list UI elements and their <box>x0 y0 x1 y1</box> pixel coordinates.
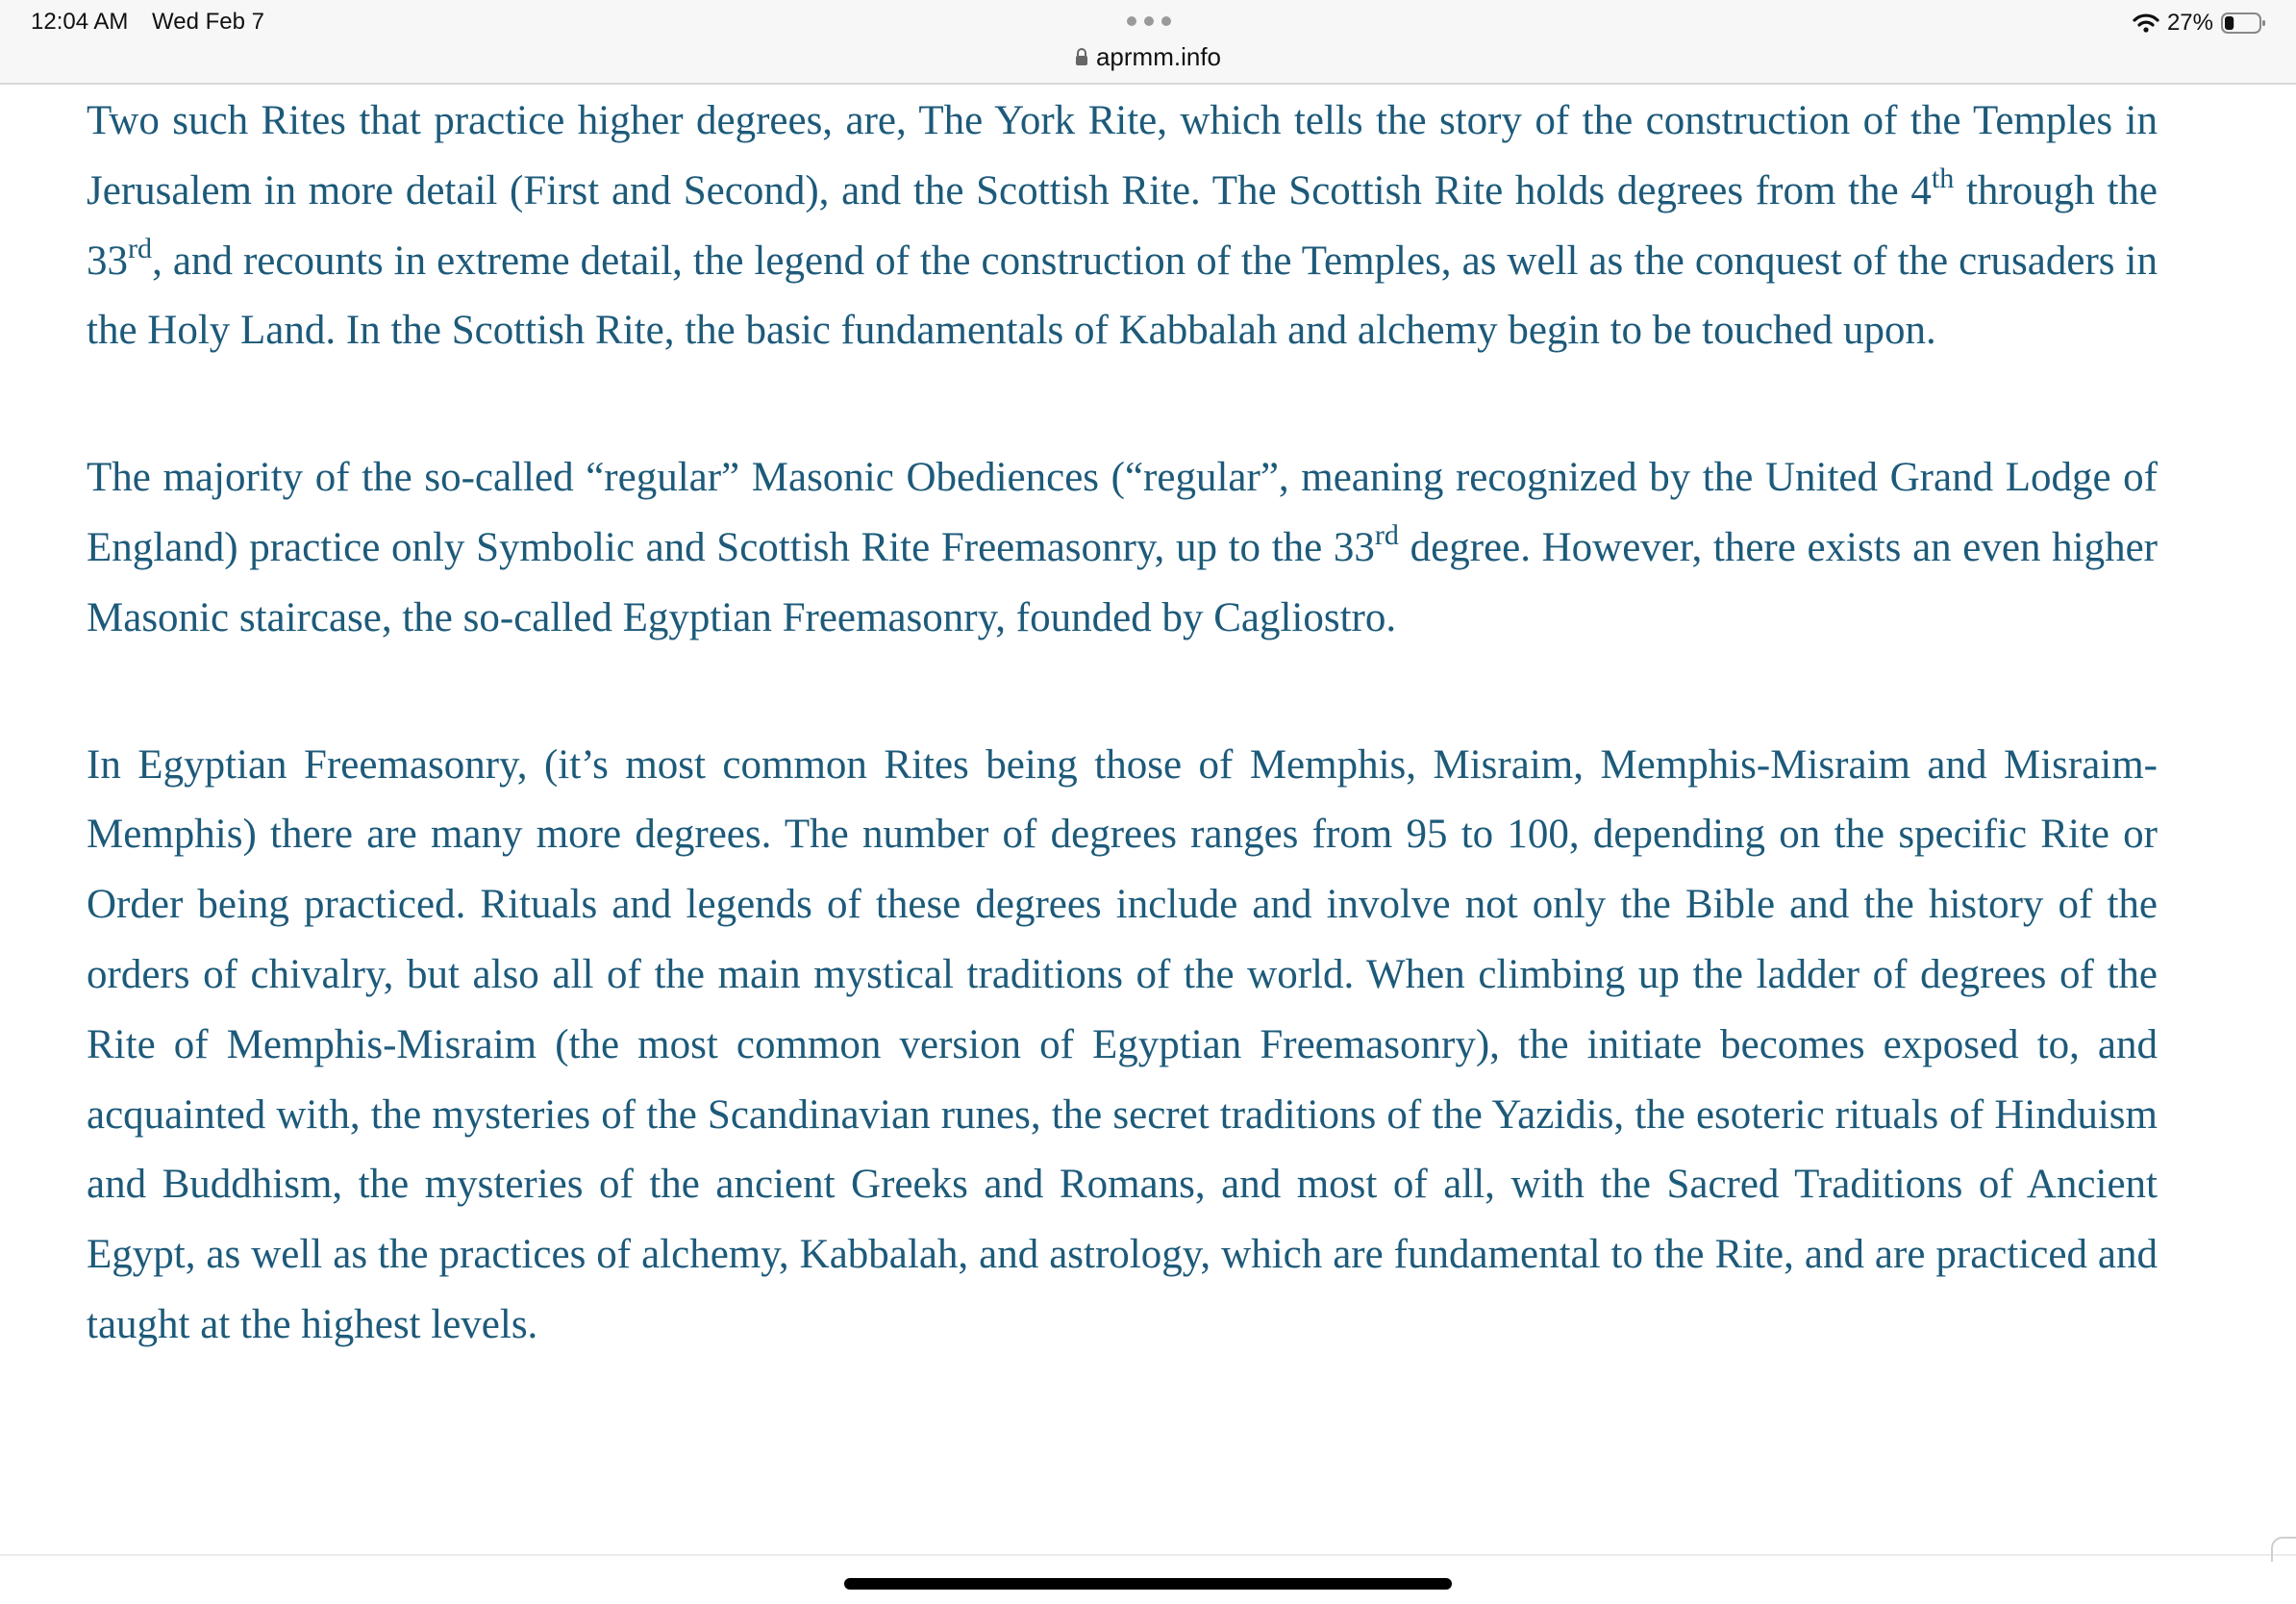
browser-top-bar <box>0 0 2296 85</box>
home-indicator[interactable] <box>844 1578 1452 1590</box>
status-date: Wed Feb 7 <box>152 9 264 35</box>
paragraph-york-scottish-rite: Two such Rites that practice higher degrees, are, The York Rite, which tells the story of the construction of the Temples in Jerusalem in more detail (First and Second), and the Scottish Rite. The Scottish Rite holds degrees from the 4th through the 33rd, and recounts in extreme detail, the legend of the construction of the Temples, as well as the conquest of the crusaders in the Holy Land. In the Scottish Rite, the basic fundamentals of Kabbalah and alchemy begin to be touched upon. <box>87 98 2158 354</box>
address-bar[interactable] <box>0 40 2296 73</box>
paragraph-regular-obediences: The majority of the so-called “regular” Masonic Obediences (“regular”, meaning recognized by the United Grand Lodge of England) practice only Symbolic and Scottish Rite Freemasonry, up to the 33rd degree. However, there exists an even higher Masonic staircase, the so-called Egyptian Freemasonry, founded by Cagliostro. <box>87 455 2158 640</box>
battery-icon <box>2221 12 2267 35</box>
article-content <box>87 87 2158 1361</box>
corner-handle <box>2271 1537 2296 1562</box>
url-text[interactable]: aprmm.info <box>1095 42 1222 71</box>
battery-percentage: 27% <box>2166 10 2213 36</box>
paragraph-egyptian-freemasonry: In Egyptian Freemasonry, (it’s most common Rites being those of Memphis, Misraim, Memphis-Misraim and Misraim-Memphis) there are many more degrees. The number of degrees ranges from 95 to 100, depending on the specific Rite or Order being practiced. Rituals and legends of these degrees include and involve not only the Bible and the history of the orders of chivalry, but also all of the main mystical traditions of the world. When climbing up the ladder of degrees of the Rite of Memphis-Misraim (the most common version of Egyptian Freemasonry), the initiate becomes exposed to, and acquainted with, the mysteries of the Scandinavian runes, the secret traditions of the Yazidis, the esoteric rituals of Hinduism and Buddhism, the mysteries of the ancient Greeks and Romans, and most of all, with the Sacred Traditions of Ancient Egypt, as well as the practices of alchemy, Kabbalah, and astrology, which are fundamental to the Rite, and are practiced and taught at the highest levels. <box>87 741 2158 1347</box>
status-time: 12:04 AM <box>31 9 129 35</box>
wifi-icon <box>2133 13 2159 34</box>
lock-icon <box>1075 47 1088 66</box>
more-dots-icon[interactable] <box>1127 15 1171 27</box>
status-right-group <box>2133 8 2267 38</box>
